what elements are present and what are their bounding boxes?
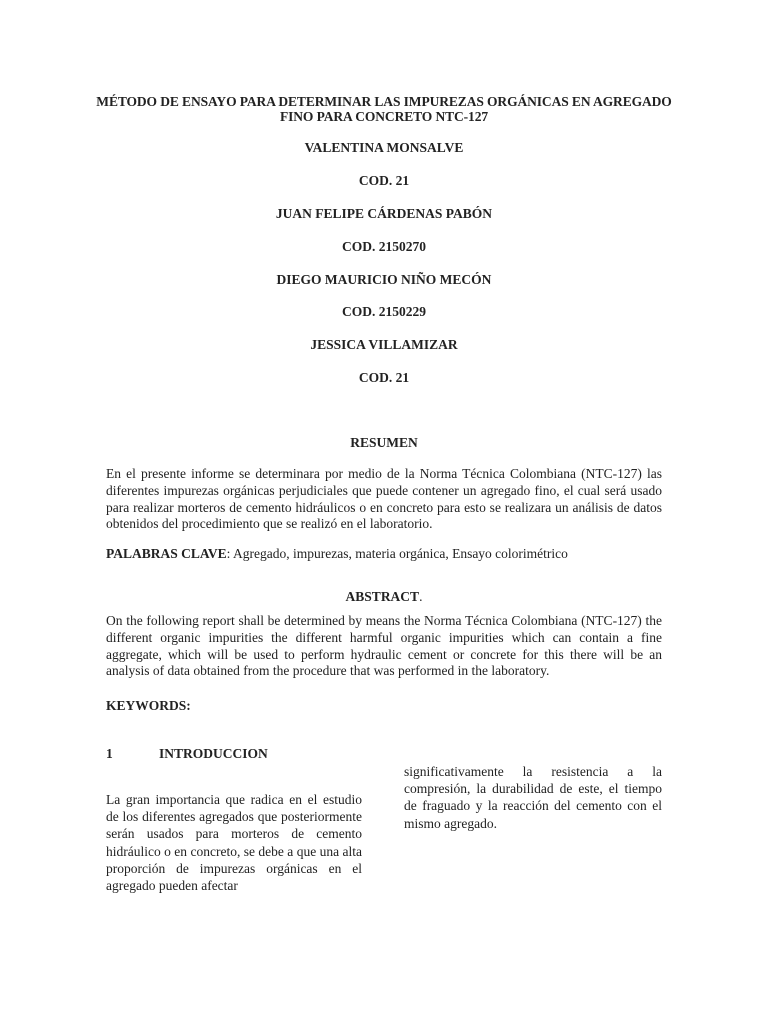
palabras-clave-line: [106, 546, 662, 562]
resumen-heading: RESUMEN: [350, 435, 418, 450]
section-1-number: 1: [106, 746, 113, 761]
palabras-clave-label: PALABRAS CLAVE: [106, 546, 227, 561]
keywords-label: KEYWORDS:: [106, 698, 191, 713]
abstract-body: On the following report shall be determined by means the Norma Técnica Colombiana (NTC-127) the different organic impurities the different harmful organic impurities which can contain a fine aggregate, which will be used to perform hydraulic cement or concrete for this there will be an analysis of data obtained from the procedure that was performed in the laboratory.: [106, 613, 662, 679]
abstract-heading: ABSTRACT: [345, 589, 420, 604]
section-1-heading: [106, 746, 268, 762]
abstract-heading-suffix: .: [419, 589, 423, 604]
author-name-3: DIEGO MAURICIO NIÑO MECÓN: [276, 272, 492, 287]
palabras-clave-text: : Agregado, impurezas, materia orgánica, Ensayo colorimétrico: [226, 546, 568, 561]
paper-title: MÉTODO DE ENSAYO PARA DETERMINAR LAS IMPUREZAS ORGÁNICAS EN AGREGADO FINO PARA CONCRETO NTC-127: [96, 94, 672, 124]
resumen-body: En el presente informe se determinara por medio de la Norma Técnica Colombiana (NTC-127) las diferentes impurezas orgánicas perjudiciales que puede contener un agregado fino, el cual será usado para realizar morteros de cemento hidráulicos o en concreto para esto se realizara un análisis de datos obtenidos del procedimiento que se realizó en el laboratorio.: [106, 466, 662, 532]
author-name-2: JUAN FELIPE CÁRDENAS PABÓN: [275, 206, 493, 221]
author-code-2: COD. 2150270: [342, 239, 426, 254]
author-code-1: COD. 21: [358, 173, 410, 188]
author-code-4: COD. 21: [358, 370, 410, 385]
abstract-heading-line: [90, 589, 678, 605]
introduccion-left-column: La gran importancia que radica en el estudio de los diferentes agregados que posteriormente serán usados para morteros de cemento hidráulico o en concreto, se debe a que una alta proporción de impurezas orgánicas en el agregado pueden afectar: [106, 792, 362, 894]
section-1-title: INTRODUCCION: [159, 746, 268, 761]
author-code-3: COD. 2150229: [342, 304, 426, 319]
author-name-1: VALENTINA MONSALVE: [304, 140, 464, 155]
introduccion-right-column: significativamente la resistencia a la compresión, la durabilidad de este, el tiempo de fraguado y la reacción del cemento con el mismo agregado.: [404, 764, 662, 831]
author-name-4: JESSICA VILLAMIZAR: [310, 337, 458, 352]
